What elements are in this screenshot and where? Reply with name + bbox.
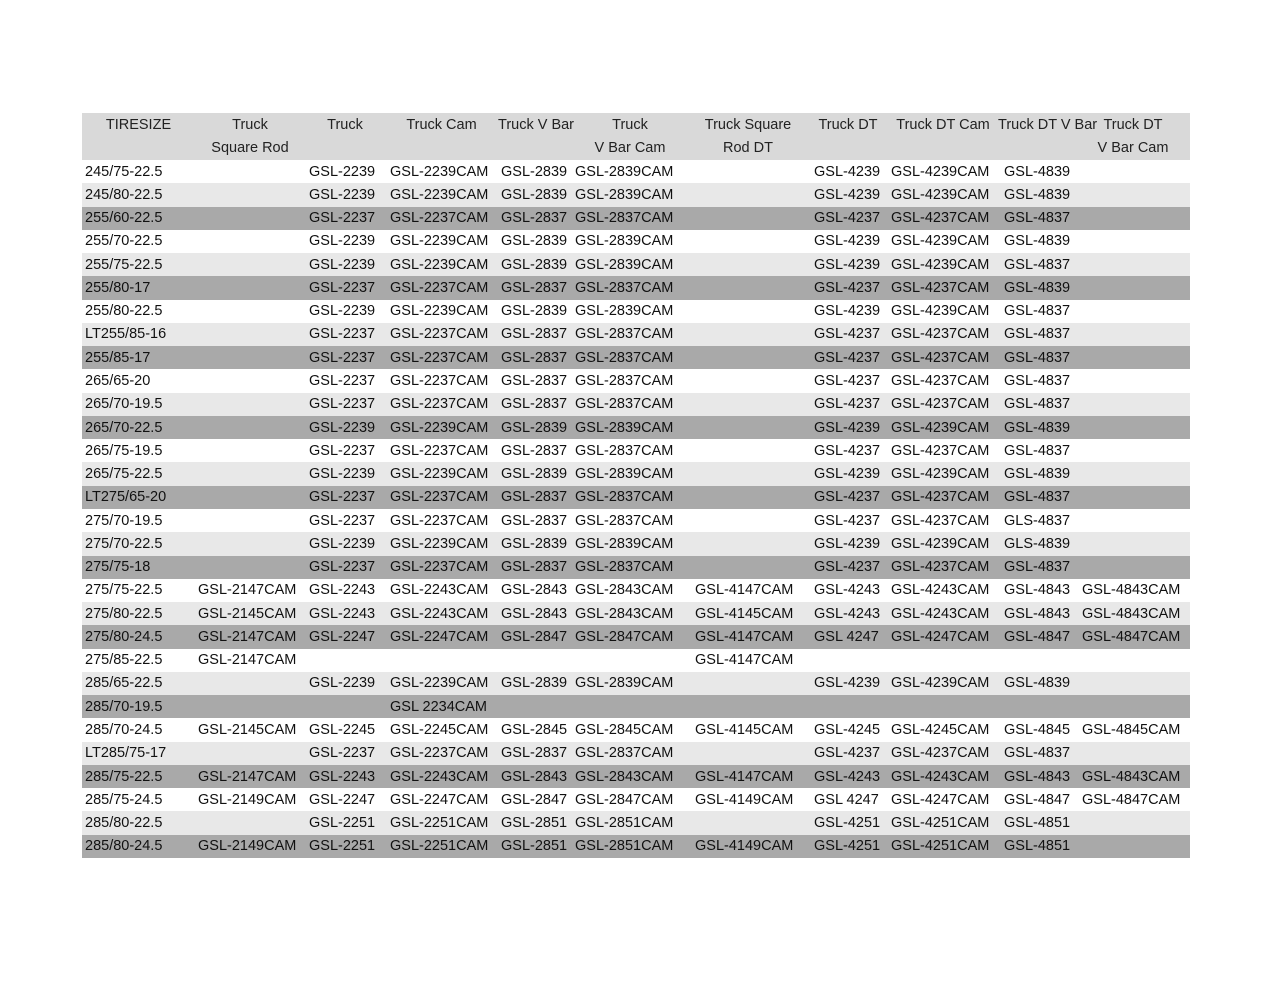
- tire-fitment-table: [82, 113, 1190, 858]
- table-row: [82, 369, 1190, 392]
- header-row-2: [82, 137, 1190, 161]
- cell-truck-cam: GSL-2237CAM: [390, 279, 489, 296]
- cell-tiresize: 275/75-18: [85, 559, 151, 576]
- cell-truck-v-bar: GSL-2837: [501, 442, 568, 459]
- cell-truck: GSL-2239: [309, 675, 376, 692]
- cell-truck-dt-cam: GSL-4251CAM: [891, 815, 990, 832]
- cell-truck-dt-cam: GSL-4239CAM: [891, 535, 990, 552]
- cell-truck-dt: GSL-4243: [814, 582, 881, 599]
- cell-truck-cam: GSL-2239CAM: [390, 303, 489, 320]
- cell-tiresize: 275/70-19.5: [85, 512, 163, 529]
- cell-truck-v-bar-cam: GSL-2837CAM: [575, 373, 674, 390]
- cell-truck-cam: GSL-2237CAM: [390, 396, 489, 413]
- cell-truck-cam: GSL-2251CAM: [390, 838, 489, 855]
- cell-truck-v-bar: GSL-2839: [501, 186, 568, 203]
- cell-truck-cam: GSL-2243CAM: [390, 768, 489, 785]
- cell-truck-dt-v-bar: GSL-4843: [1004, 582, 1071, 599]
- table-row: [82, 323, 1190, 346]
- cell-truck-v-bar-cam: GSL-2839CAM: [575, 256, 674, 273]
- table-row: [82, 346, 1190, 369]
- table-row: [82, 276, 1190, 299]
- cell-truck-dt: GSL-4245: [814, 722, 881, 738]
- cell-truck-v-bar-cam: GSL-2851CAM: [575, 815, 674, 832]
- cell-truck-v-bar: GSL-2837: [501, 745, 568, 762]
- column-header-truck-square-rod: Truck: [232, 116, 268, 133]
- cell-truck-cam: GSL-2239CAM: [390, 163, 489, 180]
- cell-truck-dt-cam: GSL-4245CAM: [891, 722, 990, 738]
- cell-truck-dt-v-bar: GLS-4839: [1004, 535, 1071, 552]
- cell-tiresize: 265/75-22.5: [85, 466, 163, 483]
- cell-truck-cam: GSL-2237CAM: [390, 512, 489, 529]
- cell-truck-v-bar: GSL-2845: [501, 722, 568, 738]
- cell-truck-cam: GSL-2239CAM: [390, 419, 489, 436]
- cell-truck-v-bar: GSL-2837: [501, 279, 568, 296]
- cell-truck-cam: GSL-2237CAM: [390, 442, 489, 459]
- cell-truck-square-rod: GSL-2147CAM: [198, 652, 297, 669]
- table-row: [82, 253, 1190, 276]
- cell-tiresize: 285/65-22.5: [85, 675, 163, 692]
- cell-tiresize: 285/75-22.5: [85, 768, 163, 785]
- cell-truck-dt-v-bar: GSL-4843: [1004, 605, 1071, 622]
- cell-truck-dt-v-bar-cam: GSL-4847CAM: [1082, 791, 1181, 808]
- cell-truck-cam: GSL-2237CAM: [390, 326, 489, 343]
- cell-truck-dt-cam: GSL-4247CAM: [891, 791, 990, 808]
- cell-truck-dt: GSL-4239: [814, 466, 881, 483]
- cell-truck-v-bar: GSL-2837: [501, 512, 568, 529]
- cell-truck-v-bar-cam: GSL-2839CAM: [575, 466, 674, 483]
- cell-truck-dt: GSL-4237: [814, 512, 881, 529]
- column-header-truck-square-rod-dt-line2: Rod DT: [723, 140, 773, 157]
- cell-truck-dt-v-bar: GSL-4851: [1004, 815, 1071, 832]
- cell-truck-cam: GSL-2239CAM: [390, 675, 489, 692]
- table-row: [82, 160, 1190, 183]
- cell-tiresize: 255/80-22.5: [85, 303, 163, 320]
- cell-truck-dt-cam: GSL-4237CAM: [891, 326, 990, 343]
- cell-truck-dt-v-bar: GSL-4843: [1004, 768, 1071, 785]
- cell-truck-dt-v-bar: GSL-4839: [1004, 279, 1071, 296]
- table-row: [82, 695, 1190, 718]
- cell-truck-v-bar-cam: GSL-2839CAM: [575, 675, 674, 692]
- cell-truck-dt-v-bar: GSL-4837: [1004, 396, 1071, 413]
- cell-truck-v-bar-cam: GSL-2837CAM: [575, 489, 674, 506]
- cell-truck-dt-v-bar: GSL-4847: [1004, 628, 1071, 645]
- cell-truck-dt-v-bar: GSL-4837: [1004, 256, 1071, 273]
- cell-truck-v-bar: GSL-2843: [501, 582, 568, 599]
- cell-truck-square-rod: GSL-2145CAM: [198, 722, 297, 738]
- cell-truck-v-bar-cam: GSL-2839CAM: [575, 186, 674, 203]
- cell-truck-v-bar-cam: GSL-2839CAM: [575, 419, 674, 436]
- table-row: [82, 835, 1190, 858]
- column-header-truck-dt-v-bar-cam-line2: V Bar Cam: [1097, 140, 1169, 157]
- cell-truck-cam: GSL-2239CAM: [390, 256, 489, 273]
- table-row: [82, 602, 1190, 625]
- cell-truck: GSL-2239: [309, 256, 376, 273]
- cell-truck-dt-v-bar: GSL-4839: [1004, 466, 1071, 483]
- column-header-truck-square-rod-line2: Square Rod: [211, 140, 289, 157]
- cell-truck-v-bar: GSL-2837: [501, 349, 568, 366]
- cell-tiresize: 265/70-19.5: [85, 396, 163, 413]
- cell-truck-dt-v-bar: GSL-4837: [1004, 349, 1071, 366]
- cell-truck-v-bar: GSL-2851: [501, 815, 568, 832]
- cell-truck-dt-cam: GSL-4237CAM: [891, 396, 990, 413]
- cell-truck-dt: GSL-4237: [814, 279, 881, 296]
- cell-tiresize: 255/60-22.5: [85, 210, 163, 227]
- cell-truck-dt-v-bar-cam: GSL-4847CAM: [1082, 628, 1181, 645]
- cell-tiresize: 255/70-22.5: [85, 233, 163, 250]
- cell-truck-v-bar: GSL-2837: [501, 373, 568, 390]
- table-body: [82, 160, 1190, 858]
- cell-truck-cam: GSL-2239CAM: [390, 186, 489, 203]
- cell-truck: GSL-2237: [309, 745, 376, 762]
- table-row: [82, 416, 1190, 439]
- table-row: [82, 486, 1190, 509]
- cell-truck-dt-v-bar: GSL-4839: [1004, 233, 1071, 250]
- cell-truck-dt: GSL-4237: [814, 745, 881, 762]
- cell-truck-v-bar-cam: GSL-2847CAM: [575, 791, 674, 808]
- cell-truck-dt-cam: GSL-4239CAM: [891, 186, 990, 203]
- cell-truck-dt-cam: GSL-4239CAM: [891, 256, 990, 273]
- cell-truck: GSL-2251: [309, 815, 376, 832]
- table-row: [82, 532, 1190, 555]
- cell-truck-cam: GSL-2237CAM: [390, 745, 489, 762]
- cell-truck-cam: GSL-2237CAM: [390, 373, 489, 390]
- cell-truck-v-bar: GSL-2839: [501, 233, 568, 250]
- column-header-truck-dt-v-bar: Truck DT V Bar: [998, 116, 1098, 133]
- cell-truck: GSL-2247: [309, 791, 376, 808]
- cell-truck: GSL-2237: [309, 326, 376, 343]
- cell-truck-cam: GSL-2239CAM: [390, 233, 489, 250]
- cell-truck-dt: GSL 4247: [814, 791, 879, 808]
- cell-truck-v-bar-cam: GSL-2837CAM: [575, 512, 674, 529]
- cell-truck: GSL-2237: [309, 489, 376, 506]
- cell-truck-v-bar-cam: GSL-2839CAM: [575, 535, 674, 552]
- cell-truck-square-rod-dt: GSL-4145CAM: [695, 605, 794, 622]
- cell-tiresize: 265/75-19.5: [85, 442, 163, 459]
- cell-truck-dt-v-bar: GSL-4839: [1004, 163, 1071, 180]
- cell-truck-v-bar: GSL-2839: [501, 303, 568, 320]
- cell-truck-dt-v-bar-cam: GSL-4843CAM: [1082, 582, 1181, 599]
- cell-truck-v-bar: GSL-2839: [501, 256, 568, 273]
- cell-truck-dt-cam: GSL-4237CAM: [891, 745, 990, 762]
- cell-truck-dt-v-bar-cam: GSL-4843CAM: [1082, 605, 1181, 622]
- table-row: [82, 811, 1190, 834]
- cell-truck-cam: GSL-2237CAM: [390, 489, 489, 506]
- table-row: [82, 393, 1190, 416]
- cell-truck: GSL-2239: [309, 419, 376, 436]
- cell-truck-v-bar: GSL-2843: [501, 768, 568, 785]
- cell-truck-cam: GSL-2245CAM: [390, 722, 489, 738]
- cell-truck-v-bar: GSL-2837: [501, 210, 568, 227]
- cell-tiresize: 285/75-24.5: [85, 791, 163, 808]
- cell-truck-v-bar-cam: GSL-2845CAM: [575, 722, 674, 738]
- cell-tiresize: 275/70-22.5: [85, 535, 163, 552]
- cell-truck-v-bar-cam: GSL-2837CAM: [575, 396, 674, 413]
- cell-truck-dt: GSL-4239: [814, 186, 881, 203]
- cell-truck-dt-cam: GSL-4239CAM: [891, 233, 990, 250]
- cell-truck-dt-cam: GSL-4237CAM: [891, 210, 990, 227]
- cell-truck-v-bar-cam: GSL-2837CAM: [575, 442, 674, 459]
- cell-truck-v-bar-cam: GSL-2837CAM: [575, 559, 674, 576]
- table-row: [82, 649, 1190, 672]
- cell-truck-dt-v-bar: GSL-4839: [1004, 186, 1071, 203]
- cell-tiresize: 275/75-22.5: [85, 582, 163, 599]
- cell-tiresize: 245/75-22.5: [85, 163, 163, 180]
- cell-truck: GSL-2237: [309, 442, 376, 459]
- column-header-truck-v-bar: Truck V Bar: [498, 116, 575, 133]
- cell-truck-square-rod: GSL-2149CAM: [198, 838, 297, 855]
- cell-truck-cam: GSL-2237CAM: [390, 349, 489, 366]
- cell-truck: GSL-2239: [309, 466, 376, 483]
- cell-truck-v-bar: GSL-2839: [501, 163, 568, 180]
- cell-tiresize: 285/80-22.5: [85, 815, 163, 832]
- cell-truck-square-rod-dt: GSL-4149CAM: [695, 838, 794, 855]
- cell-truck-dt-v-bar: GSL-4837: [1004, 559, 1071, 576]
- cell-truck-dt-cam: GSL-4243CAM: [891, 582, 990, 599]
- cell-truck-dt-v-bar: GSL-4837: [1004, 442, 1071, 459]
- cell-truck: GSL-2251: [309, 838, 376, 855]
- cell-truck-dt-v-bar: GSL-4837: [1004, 303, 1071, 320]
- cell-truck-square-rod-dt: GSL-4147CAM: [695, 652, 794, 669]
- table-row: [82, 300, 1190, 323]
- cell-truck-v-bar: GSL-2851: [501, 838, 568, 855]
- cell-truck: GSL-2239: [309, 233, 376, 250]
- cell-tiresize: 275/85-22.5: [85, 652, 163, 669]
- cell-truck-dt-v-bar: GSL-4837: [1004, 745, 1071, 762]
- cell-truck-v-bar-cam: GSL-2837CAM: [575, 210, 674, 227]
- cell-truck-dt-v-bar: GSL-4837: [1004, 489, 1071, 506]
- cell-truck-dt: GSL-4237: [814, 559, 881, 576]
- table-row: [82, 207, 1190, 230]
- cell-truck-dt-cam: GSL-4251CAM: [891, 838, 990, 855]
- cell-truck-dt-cam: GSL-4237CAM: [891, 349, 990, 366]
- cell-truck-cam: GSL-2237CAM: [390, 210, 489, 227]
- cell-tiresize: 275/80-22.5: [85, 605, 163, 622]
- cell-truck-dt-v-bar: GSL-4851: [1004, 838, 1071, 855]
- cell-truck-v-bar: GSL-2847: [501, 791, 568, 808]
- cell-tiresize: 265/65-20: [85, 373, 151, 390]
- cell-truck: GSL-2237: [309, 396, 376, 413]
- cell-truck-v-bar: GSL-2837: [501, 489, 568, 506]
- cell-tiresize: LT275/65-20: [85, 489, 167, 506]
- cell-truck-dt: GSL-4243: [814, 768, 881, 785]
- table-row: [82, 509, 1190, 532]
- cell-truck-dt-cam: GSL-4239CAM: [891, 303, 990, 320]
- cell-tiresize: 245/80-22.5: [85, 186, 163, 203]
- cell-tiresize: LT255/85-16: [85, 326, 167, 343]
- column-header-truck-dt-v-bar-cam: Truck DT: [1103, 116, 1163, 133]
- cell-truck-dt: GSL-4239: [814, 419, 881, 436]
- table-row: [82, 765, 1190, 788]
- cell-truck-dt: GSL-4237: [814, 349, 881, 366]
- cell-truck-v-bar: GSL-2839: [501, 535, 568, 552]
- table-row: [82, 742, 1190, 765]
- column-header-truck-square-rod-dt: Truck Square: [704, 116, 792, 133]
- cell-truck-dt: GSL-4251: [814, 815, 881, 832]
- cell-truck-v-bar: GSL-2847: [501, 628, 568, 645]
- column-header-truck-dt: Truck DT: [818, 116, 878, 133]
- table-row: [82, 462, 1190, 485]
- cell-truck-dt-v-bar: GSL-4837: [1004, 326, 1071, 343]
- column-header-truck-dt-cam: Truck DT Cam: [896, 116, 990, 133]
- table-row: [82, 439, 1190, 462]
- table-row: [82, 672, 1190, 695]
- cell-tiresize: 285/70-24.5: [85, 722, 163, 738]
- cell-truck-dt: GSL-4239: [814, 535, 881, 552]
- cell-truck-square-rod: GSL-2147CAM: [198, 768, 297, 785]
- cell-truck-v-bar-cam: GSL-2847CAM: [575, 628, 674, 645]
- cell-truck-cam: GSL-2247CAM: [390, 628, 489, 645]
- cell-truck-dt: GSL-4239: [814, 675, 881, 692]
- cell-truck-v-bar-cam: GSL-2843CAM: [575, 768, 674, 785]
- cell-truck: GSL-2239: [309, 535, 376, 552]
- table-row: [82, 183, 1190, 206]
- cell-truck: GSL-2243: [309, 605, 376, 622]
- cell-tiresize: LT285/75-17: [85, 745, 167, 762]
- cell-truck-dt: GSL-4243: [814, 605, 881, 622]
- table-row: [82, 718, 1190, 741]
- table-row: [82, 625, 1190, 648]
- cell-truck-cam: GSL-2237CAM: [390, 559, 489, 576]
- cell-tiresize: 285/80-24.5: [85, 838, 163, 855]
- cell-truck-dt-cam: GSL-4237CAM: [891, 489, 990, 506]
- table-row: [82, 788, 1190, 811]
- cell-truck-dt: GSL-4239: [814, 256, 881, 273]
- cell-truck-dt-cam: GSL-4239CAM: [891, 419, 990, 436]
- cell-truck-cam: GSL-2251CAM: [390, 815, 489, 832]
- cell-truck-dt-cam: GSL-4237CAM: [891, 559, 990, 576]
- cell-truck-dt: GSL-4251: [814, 838, 881, 855]
- cell-truck-dt: GSL-4237: [814, 210, 881, 227]
- cell-truck-dt-v-bar: GSL-4837: [1004, 373, 1071, 390]
- cell-truck-v-bar: GSL-2839: [501, 675, 568, 692]
- column-header-truck: Truck: [327, 116, 363, 133]
- cell-truck-dt-v-bar: GSL-4847: [1004, 791, 1071, 808]
- cell-truck-square-rod-dt: GSL-4149CAM: [695, 791, 794, 808]
- cell-truck-dt-cam: GSL-4237CAM: [891, 512, 990, 529]
- cell-truck-dt: GSL-4237: [814, 396, 881, 413]
- cell-truck-dt: GSL-4239: [814, 233, 881, 250]
- cell-tiresize: 255/85-17: [85, 349, 151, 366]
- cell-truck-dt-cam: GSL-4237CAM: [891, 373, 990, 390]
- cell-truck-dt-cam: GSL-4243CAM: [891, 605, 990, 622]
- cell-truck: GSL-2243: [309, 582, 376, 599]
- cell-truck-dt-v-bar: GSL-4839: [1004, 419, 1071, 436]
- cell-truck-v-bar: GSL-2843: [501, 605, 568, 622]
- column-header-truck-cam: Truck Cam: [406, 116, 477, 133]
- cell-truck-v-bar: GSL-2837: [501, 396, 568, 413]
- cell-truck: GSL-2239: [309, 186, 376, 203]
- cell-truck-dt-cam: GSL-4239CAM: [891, 675, 990, 692]
- cell-truck-dt: GSL-4237: [814, 442, 881, 459]
- cell-truck: GSL-2237: [309, 373, 376, 390]
- cell-truck-cam: GSL 2234CAM: [390, 698, 487, 715]
- cell-truck-v-bar: GSL-2839: [501, 419, 568, 436]
- cell-truck-square-rod-dt: GSL-4147CAM: [695, 582, 794, 599]
- header-row-1: [82, 113, 1190, 137]
- cell-truck: GSL-2247: [309, 628, 376, 645]
- cell-truck-dt-v-bar: GSL-4839: [1004, 675, 1071, 692]
- cell-truck: GSL-2245: [309, 722, 376, 738]
- cell-truck-dt-cam: GSL-4239CAM: [891, 163, 990, 180]
- cell-truck: GSL-2243: [309, 768, 376, 785]
- cell-truck-v-bar-cam: GSL-2837CAM: [575, 279, 674, 296]
- cell-truck: GSL-2237: [309, 210, 376, 227]
- cell-truck-v-bar-cam: GSL-2837CAM: [575, 326, 674, 343]
- cell-tiresize: 255/75-22.5: [85, 256, 163, 273]
- cell-truck-square-rod-dt: GSL-4147CAM: [695, 768, 794, 785]
- cell-truck: GSL-2237: [309, 559, 376, 576]
- column-header-tiresize: TIRESIZE: [105, 116, 172, 133]
- cell-truck-v-bar: GSL-2837: [501, 559, 568, 576]
- cell-truck-square-rod: GSL-2145CAM: [198, 605, 297, 622]
- cell-truck-cam: GSL-2239CAM: [390, 466, 489, 483]
- cell-truck-cam: GSL-2239CAM: [390, 535, 489, 552]
- cell-tiresize: 285/70-19.5: [85, 698, 163, 715]
- table-row: [82, 579, 1190, 602]
- cell-tiresize: 265/70-22.5: [85, 419, 163, 436]
- cell-truck-square-rod: GSL-2147CAM: [198, 628, 297, 645]
- cell-truck-v-bar-cam: GSL-2843CAM: [575, 582, 674, 599]
- cell-truck: GSL-2237: [309, 349, 376, 366]
- cell-truck-dt-cam: GSL-4237CAM: [891, 279, 990, 296]
- cell-truck-dt: GSL-4239: [814, 303, 881, 320]
- cell-truck: GSL-2237: [309, 512, 376, 529]
- cell-truck-dt-cam: GSL-4237CAM: [891, 442, 990, 459]
- cell-truck-v-bar-cam: GSL-2839CAM: [575, 233, 674, 250]
- cell-truck-dt-v-bar: GLS-4837: [1004, 512, 1071, 529]
- cell-truck-dt-v-bar: GSL-4837: [1004, 210, 1071, 227]
- cell-truck-dt-v-bar-cam: GSL-4845CAM: [1082, 722, 1181, 738]
- cell-truck-v-bar-cam: GSL-2837CAM: [575, 349, 674, 366]
- cell-truck-dt: GSL-4239: [814, 163, 881, 180]
- cell-truck-dt-cam: GSL-4243CAM: [891, 768, 990, 785]
- cell-truck-dt-v-bar-cam: GSL-4843CAM: [1082, 768, 1181, 785]
- table-row: [82, 230, 1190, 253]
- cell-truck-v-bar-cam: GSL-2843CAM: [575, 605, 674, 622]
- cell-truck-dt: GSL-4237: [814, 489, 881, 506]
- cell-tiresize: 275/80-24.5: [85, 628, 163, 645]
- cell-truck-square-rod-dt: GSL-4145CAM: [695, 722, 794, 738]
- cell-truck-cam: GSL-2243CAM: [390, 605, 489, 622]
- cell-truck-square-rod-dt: GSL-4147CAM: [695, 628, 794, 645]
- cell-truck-cam: GSL-2243CAM: [390, 582, 489, 599]
- cell-truck: GSL-2239: [309, 163, 376, 180]
- column-header-truck-v-bar-cam: Truck: [612, 116, 648, 133]
- cell-truck-square-rod: GSL-2149CAM: [198, 791, 297, 808]
- cell-truck-v-bar-cam: GSL-2837CAM: [575, 745, 674, 762]
- cell-truck-v-bar-cam: GSL-2839CAM: [575, 163, 674, 180]
- cell-truck-cam: GSL-2247CAM: [390, 791, 489, 808]
- table-row: [82, 556, 1190, 579]
- cell-truck-v-bar: GSL-2839: [501, 466, 568, 483]
- cell-truck-dt-cam: GSL-4247CAM: [891, 628, 990, 645]
- cell-truck-v-bar: GSL-2837: [501, 326, 568, 343]
- cell-truck-square-rod: GSL-2147CAM: [198, 582, 297, 599]
- cell-tiresize: 255/80-17: [85, 279, 151, 296]
- cell-truck-v-bar-cam: GSL-2839CAM: [575, 303, 674, 320]
- cell-truck-dt: GSL 4247: [814, 628, 879, 645]
- cell-truck-dt: GSL-4237: [814, 373, 881, 390]
- cell-truck-dt-v-bar: GSL-4845: [1004, 722, 1071, 738]
- cell-truck-dt: GSL-4237: [814, 326, 881, 343]
- cell-truck: GSL-2237: [309, 279, 376, 296]
- column-header-truck-v-bar-cam-line2: V Bar Cam: [594, 140, 666, 157]
- cell-truck: GSL-2239: [309, 303, 376, 320]
- cell-truck-v-bar-cam: GSL-2851CAM: [575, 838, 674, 855]
- cell-truck-dt-cam: GSL-4239CAM: [891, 466, 990, 483]
